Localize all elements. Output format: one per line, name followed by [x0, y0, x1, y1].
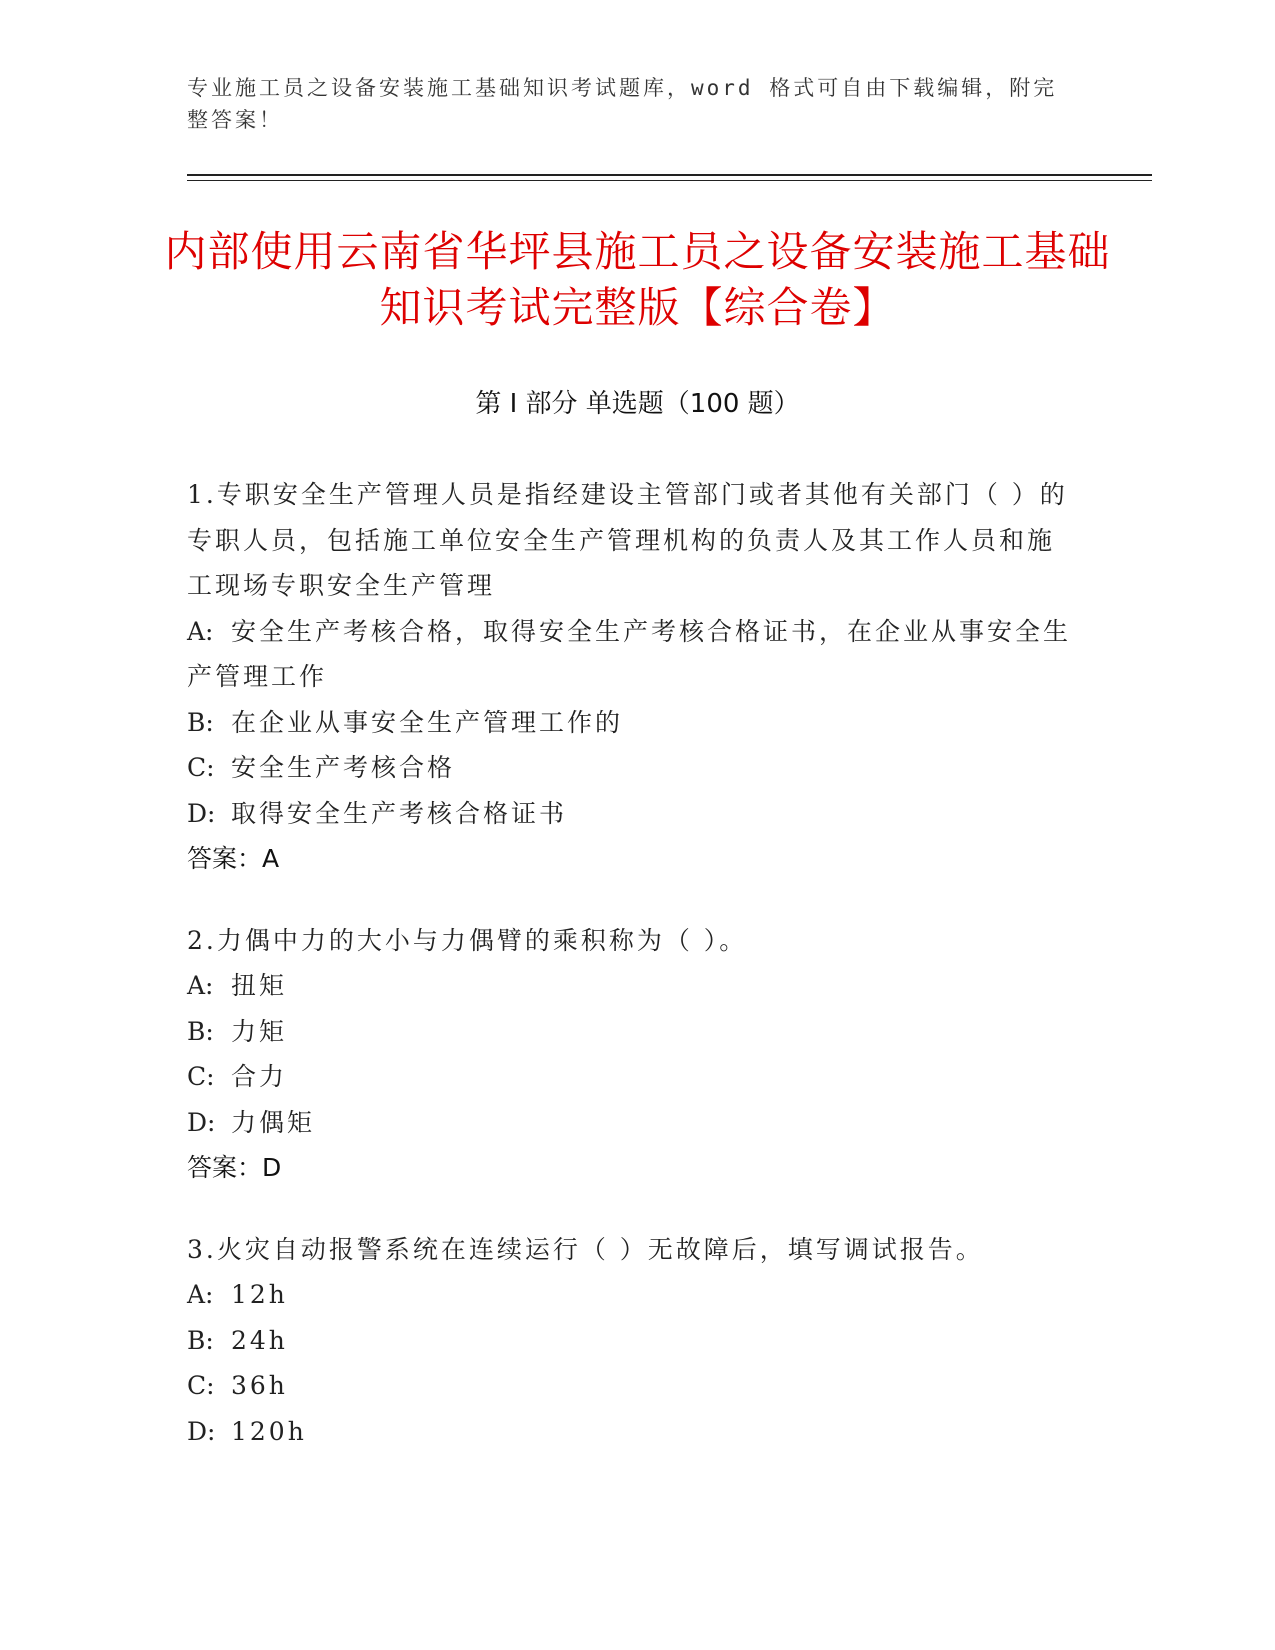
option-d	[187, 1100, 1072, 1146]
option-text: 力偶矩	[231, 1107, 316, 1137]
option-text: 力矩	[231, 1016, 288, 1046]
option-text: 安全生产考核合格，取得安全生产考核合格证书，在企业从事安全生产管理工作	[187, 616, 1072, 691]
header-divider-thick	[187, 174, 1152, 176]
question-1	[187, 472, 1072, 882]
option-a	[187, 963, 1072, 1009]
section-title: 第 I 部分 单选题（100 题）	[475, 389, 800, 419]
option-label: B:	[187, 707, 214, 737]
option-d	[187, 791, 1072, 837]
option-text: 12h	[231, 1280, 288, 1309]
document-title: 内部使用云南省华坪县施工员之设备安装施工基础知识考试完整版【综合卷】	[164, 227, 1111, 332]
option-label: B:	[187, 1016, 214, 1046]
answer: 答案：D	[187, 1153, 282, 1182]
question-text: 2.力偶中力的大小与力偶臂的乘积称为（ ）。	[187, 925, 748, 955]
question-text: 3.火灾自动报警系统在连续运行（ ）无故障后，填写调试报告。	[187, 1234, 984, 1264]
option-text: 24h	[231, 1325, 288, 1355]
option-text: 在企业从事安全生产管理工作的	[231, 707, 624, 737]
question-2	[187, 918, 1072, 1191]
option-label: D:	[187, 1107, 216, 1137]
option-a	[187, 1272, 1072, 1318]
option-c	[187, 745, 1072, 791]
header-divider-thin	[187, 180, 1152, 181]
question-3	[187, 1227, 1072, 1455]
option-label: D:	[187, 798, 216, 828]
option-text: 扭矩	[231, 971, 288, 1000]
option-a	[187, 609, 1072, 700]
option-label: D:	[187, 1416, 216, 1446]
option-label: C:	[187, 1371, 215, 1400]
option-c	[187, 1363, 1072, 1409]
option-text: 合力	[231, 1062, 288, 1091]
option-b	[187, 1009, 1072, 1055]
option-text: 安全生产考核合格	[231, 753, 456, 782]
option-d	[187, 1409, 1072, 1455]
option-text: 120h	[231, 1416, 307, 1446]
option-label: C:	[187, 753, 215, 782]
question-list	[187, 472, 1072, 1490]
option-text: 36h	[231, 1371, 288, 1400]
option-label: A:	[187, 971, 214, 1000]
option-label: C:	[187, 1062, 215, 1091]
option-label: A:	[187, 1280, 214, 1309]
question-text: 1.专职安全生产管理人员是指经建设主管部门或者其他有关部门（ ）的专职人员，包括施工单位安全生产管理机构的负责人及其工作人员和施工现场专职安全生产管理	[187, 480, 1068, 600]
answer: 答案：A	[187, 844, 280, 873]
header-note: 专业施工员之设备安装施工基础知识考试题库，word 格式可自由下载编辑，附完整答案！	[187, 76, 1058, 132]
option-c	[187, 1054, 1072, 1100]
option-label: B:	[187, 1325, 214, 1355]
option-b	[187, 700, 1072, 746]
option-label: A:	[187, 616, 214, 646]
option-text: 取得安全生产考核合格证书	[231, 798, 568, 828]
option-b	[187, 1318, 1072, 1364]
